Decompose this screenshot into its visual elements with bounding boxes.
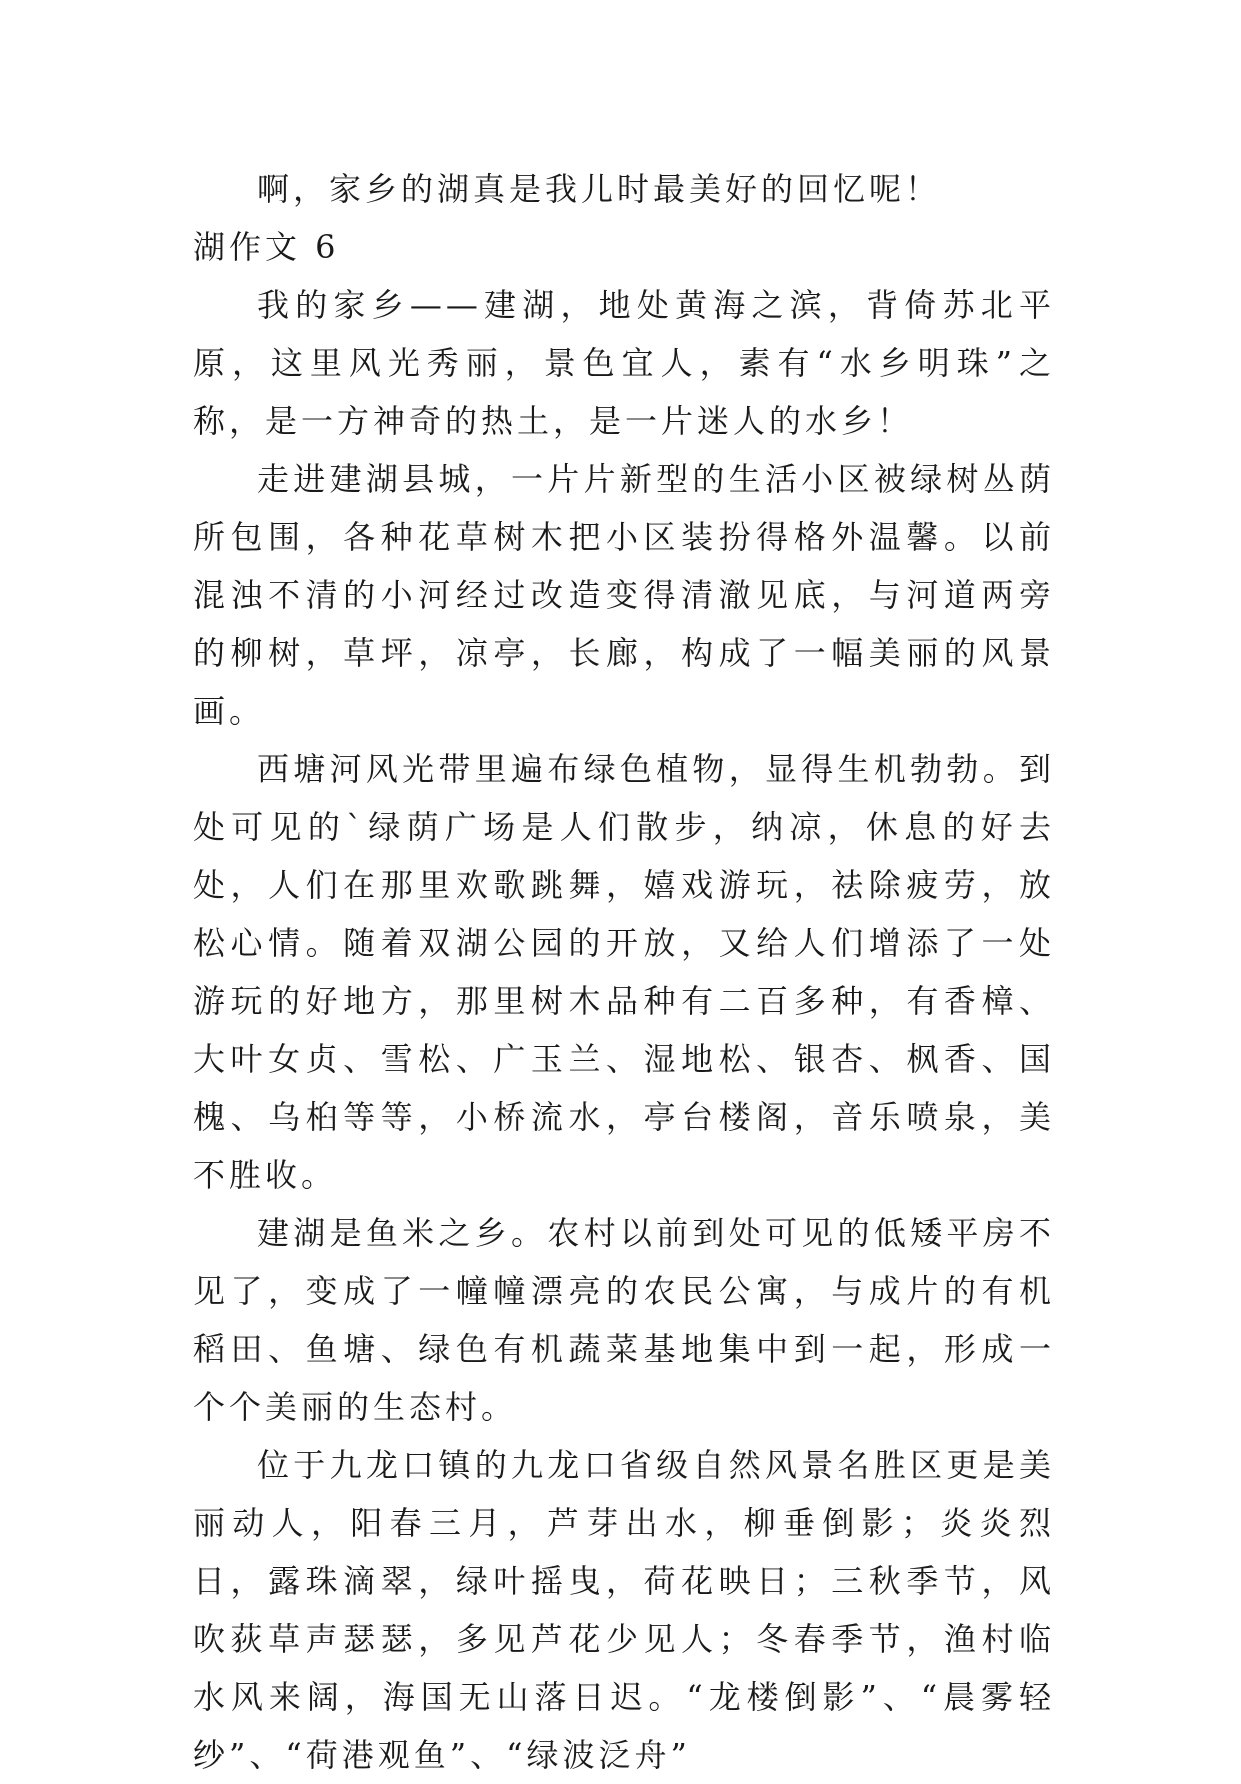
paragraph-intro: 我的家乡——建湖，地处黄海之滨，背倚苏北平原，这里风光秀丽，景色宜人，素有“水乡明珠”之称，是一方神奇的热土，是一片迷人的水乡！ xyxy=(193,286,1055,440)
paragraph-closing: 啊，家乡的湖真是我儿时最美好的回忆呢！ xyxy=(257,170,942,208)
paragraph-fish-rice: 建湖是鱼米之乡。农村以前到处可见的低矮平房不见了，变成了一幢幢漂亮的农民公寓，与成片的有机稻田、鱼塘、绿色有机蔬菜基地集中到一起，形成一个个美丽的生态村。 xyxy=(193,1214,1055,1426)
paragraph-jiulongkou: 位于九龙口镇的九龙口省级自然风景名胜区更是美丽动人，阳春三月，芦芽出水，柳垂倒影；炎炎烈日，露珠滴翠，绿叶摇曳，荷花映日；三秋季节，风吹荻草声瑟瑟，多见芦花少见人；冬春季节，渔村临水风来阔，海国无山落日迟。“龙楼倒影”、“晨雾轻纱”、“荷港观鱼”、“绿波泛舟” xyxy=(193,1446,1055,1774)
section-heading: 湖作文 6 xyxy=(193,228,340,266)
document-body xyxy=(193,160,1055,1784)
paragraph-xitang-river: 西塘河风光带里遍布绿色植物，显得生机勃勃。到处可见的`绿荫广场是人们散步，纳凉，休息的好去处，人们在那里欢歌跳舞，嬉戏游玩，祛除疲劳，放松心情。随着双湖公园的开放，又给人们增添了一处游玩的好地方，那里树木品种有二百多种，有香樟、大叶女贞、雪松、广玉兰、湿地松、银杏、枫香、国槐、乌桕等等，小桥流水，亭台楼阁，音乐喷泉，美不胜收。 xyxy=(193,750,1055,1194)
paragraph-county-town: 走进建湖县城，一片片新型的生活小区被绿树丛荫所包围，各种花草树木把小区装扮得格外温馨。以前混浊不清的小河经过改造变得清澈见底，与河道两旁的柳树，草坪，凉亭，长廊，构成了一幅美丽的风景画。 xyxy=(193,460,1055,730)
